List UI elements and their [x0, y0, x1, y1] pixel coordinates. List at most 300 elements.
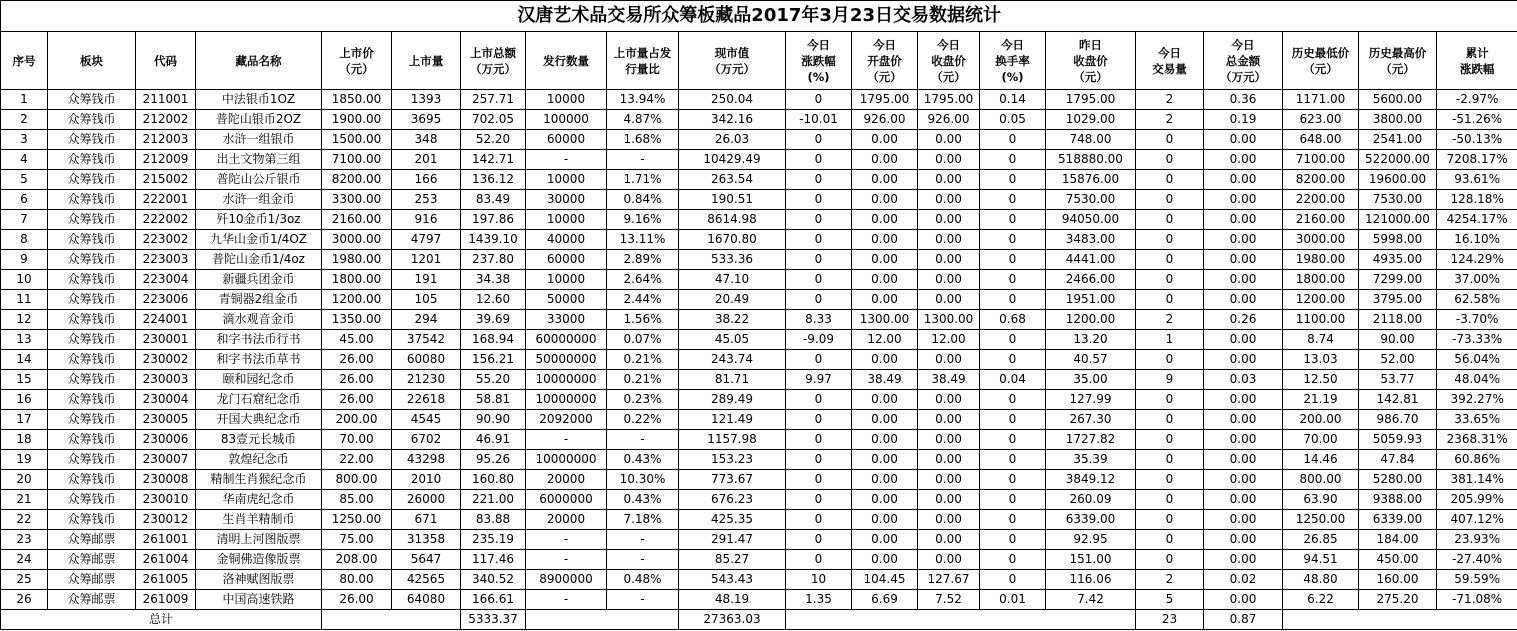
table-cell: 3000.00 — [322, 230, 392, 250]
table-cell: 34.38 — [461, 270, 526, 290]
table-cell: -3.70% — [1437, 310, 1517, 330]
table-cell: 0 — [786, 550, 852, 570]
table-cell: 10000 — [526, 170, 607, 190]
table-cell: 众筹钱币 — [48, 170, 136, 190]
table-cell: 70.00 — [1283, 430, 1359, 450]
table-cell: 2 — [1136, 570, 1204, 590]
column-header-line: 历史最低价 — [1291, 45, 1350, 60]
table-cell: 60000 — [526, 250, 607, 270]
table-cell: 13.03 — [1283, 350, 1359, 370]
table-cell: 211001 — [136, 90, 196, 110]
table-cell: 37.00% — [1437, 270, 1517, 290]
table-cell: - — [526, 590, 607, 610]
table-cell: 7208.17% — [1437, 150, 1517, 170]
table-cell: 8.74 — [1283, 330, 1359, 350]
table-cell: 众筹钱币 — [48, 410, 136, 430]
table-cell: 0.00 — [918, 350, 980, 370]
table-cell: 0.68 — [980, 310, 1046, 330]
table-cell: 12 — [1, 310, 48, 330]
table-cell: 0.00 — [852, 150, 918, 170]
table-cell: 0.00 — [918, 270, 980, 290]
table-cell: 623.00 — [1283, 110, 1359, 130]
column-header-line: 今日 — [807, 37, 830, 52]
table-cell: 水浒一组银币 — [196, 130, 322, 150]
table-cell: 0.00 — [1204, 530, 1283, 550]
table-cell: 1951.00 — [1046, 290, 1136, 310]
column-header-line: 藏品名称 — [235, 53, 282, 68]
table-cell: - — [607, 590, 679, 610]
table-cell: 0.00 — [918, 470, 980, 490]
column-header — [136, 32, 196, 90]
table-row — [1, 190, 1517, 210]
table-row — [1, 450, 1517, 470]
table-cell: 1250.00 — [322, 510, 392, 530]
table-cell: 392.27% — [1437, 390, 1517, 410]
table-cell: 35.00 — [1046, 370, 1136, 390]
table-cell: 0 — [786, 530, 852, 550]
table-cell: 11 — [1, 290, 48, 310]
table-cell: 1800.00 — [322, 270, 392, 290]
column-header-line: （元） — [931, 69, 966, 84]
table-cell: 22 — [1, 510, 48, 530]
table-cell: 0.01 — [980, 590, 1046, 610]
table-cell: 1.35 — [786, 590, 852, 610]
table-cell: 381.14% — [1437, 470, 1517, 490]
table-cell: 224001 — [136, 310, 196, 330]
table-cell: 261001 — [136, 530, 196, 550]
table-cell: 59.59% — [1437, 570, 1517, 590]
table-row — [1, 270, 1517, 290]
table-cell: 0 — [980, 450, 1046, 470]
table-cell: 166.61 — [461, 590, 526, 610]
table-cell: 0 — [1136, 510, 1204, 530]
table-cell: 5059.93 — [1359, 430, 1437, 450]
table-cell: 18 — [1, 430, 48, 450]
page-title: 汉唐艺术品交易所众筹板藏品2017年3月23日交易数据统计 — [1, 1, 1517, 32]
table-cell: 10000 — [526, 210, 607, 230]
table-cell: 0.00 — [1204, 510, 1283, 530]
column-header — [322, 32, 392, 90]
table-cell: 260.09 — [1046, 490, 1136, 510]
table-cell: 0.36 — [1204, 90, 1283, 110]
column-header-line: （万元） — [709, 61, 755, 76]
table-cell: 2 — [1136, 310, 1204, 330]
table-cell: 生肖羊精制币 — [196, 510, 322, 530]
table-cell: 26.00 — [322, 370, 392, 390]
table-cell: 0.21% — [607, 370, 679, 390]
table-cell: 121.49 — [679, 410, 786, 430]
table-cell: 250.04 — [679, 90, 786, 110]
table-cell: 2.64% — [607, 270, 679, 290]
table-cell: 0.00 — [918, 290, 980, 310]
table-cell: 201 — [392, 150, 461, 170]
column-header-line: 涨跌幅 — [801, 53, 836, 68]
table-cell: 众筹钱币 — [48, 470, 136, 490]
table-cell: 0 — [1136, 290, 1204, 310]
table-row — [1, 250, 1517, 270]
table-cell: 1850.00 — [322, 90, 392, 110]
table-cell: 1980.00 — [322, 250, 392, 270]
table-cell: 294 — [392, 310, 461, 330]
table-cell: 水浒一组金币 — [196, 190, 322, 210]
table-cell: 中国高速铁路 — [196, 590, 322, 610]
table-cell: 0 — [786, 490, 852, 510]
table-cell: 众筹钱币 — [48, 110, 136, 130]
table-cell: - — [526, 150, 607, 170]
table-cell: 0.00 — [852, 210, 918, 230]
table-cell: 0.00 — [1204, 470, 1283, 490]
table-cell: 237.80 — [461, 250, 526, 270]
table-cell: 0 — [980, 190, 1046, 210]
table-cell: 5647 — [392, 550, 461, 570]
table-cell: 26.85 — [1283, 530, 1359, 550]
table-cell: 37542 — [392, 330, 461, 350]
column-header — [918, 32, 980, 90]
table-cell: 0.00 — [852, 390, 918, 410]
table-cell: 1029.00 — [1046, 110, 1136, 130]
table-cell: 颐和园纪念币 — [196, 370, 322, 390]
table-cell: 100000 — [526, 110, 607, 130]
total-volume: 23 — [1136, 610, 1204, 630]
column-header — [526, 32, 607, 90]
total-listing-amount: 5333.37 — [461, 610, 526, 630]
column-header-line: 今日 — [937, 37, 960, 52]
table-cell: 众筹钱币 — [48, 450, 136, 470]
table-cell: 0 — [980, 250, 1046, 270]
table-cell: 0.00 — [918, 150, 980, 170]
table-cell: 众筹钱币 — [48, 390, 136, 410]
table-cell: 0.26 — [1204, 310, 1283, 330]
table-cell: 精制生肖猴纪念币 — [196, 470, 322, 490]
table-cell: 0.00 — [918, 250, 980, 270]
column-header-line: 序号 — [12, 53, 36, 68]
table-cell: 21 — [1, 490, 48, 510]
table-cell: 众筹钱币 — [48, 370, 136, 390]
table-cell: 0 — [786, 150, 852, 170]
table-cell: 15876.00 — [1046, 170, 1136, 190]
table-row — [1, 90, 1517, 110]
table-cell: 773.67 — [679, 470, 786, 490]
table-cell: 0.00 — [852, 410, 918, 430]
table-cell: 291.47 — [679, 530, 786, 550]
table-cell: 华南虎纪念币 — [196, 490, 322, 510]
column-header-line: 发行数量 — [543, 53, 589, 68]
table-cell: 0.05 — [980, 110, 1046, 130]
table-cell: 0.00 — [1204, 230, 1283, 250]
table-cell: 230001 — [136, 330, 196, 350]
table-cell: 1300.00 — [852, 310, 918, 330]
table-cell: 0 — [1136, 270, 1204, 290]
table-cell: 191 — [392, 270, 461, 290]
table-cell: 0.00 — [1204, 130, 1283, 150]
table-cell: 14 — [1, 350, 48, 370]
table-cell: 众筹钱币 — [48, 130, 136, 150]
table-cell: 0.00 — [1204, 190, 1283, 210]
table-cell: 30000 — [526, 190, 607, 210]
column-header — [1437, 32, 1517, 90]
table-cell: 46.91 — [461, 430, 526, 450]
table-cell: 3849.12 — [1046, 470, 1136, 490]
table-cell: 50000000 — [526, 350, 607, 370]
table-cell: 0 — [980, 130, 1046, 150]
table-cell: 0 — [1136, 550, 1204, 570]
column-header-line: 代码 — [154, 53, 177, 68]
table-cell: 21230 — [392, 370, 461, 390]
table-cell: 8200.00 — [1283, 170, 1359, 190]
column-header-line: （元） — [1380, 61, 1415, 76]
table-cell: 0 — [786, 130, 852, 150]
table-cell: 230002 — [136, 350, 196, 370]
table-row — [1, 570, 1517, 590]
table-cell: 104.45 — [852, 570, 918, 590]
table-cell: 13.11% — [607, 230, 679, 250]
table-cell: 4441.00 — [1046, 250, 1136, 270]
table-cell: 0.00 — [1204, 150, 1283, 170]
table-cell: 748.00 — [1046, 130, 1136, 150]
table-cell: 60000 — [526, 130, 607, 150]
column-header — [1046, 32, 1136, 90]
table-cell: 7100.00 — [1283, 150, 1359, 170]
table-cell: 92.95 — [1046, 530, 1136, 550]
table-cell: 0.00 — [918, 510, 980, 530]
table-cell: 1795.00 — [1046, 90, 1136, 110]
table-cell: 5998.00 — [1359, 230, 1437, 250]
table-cell: 70.00 — [322, 430, 392, 450]
table-cell: 0.04 — [980, 370, 1046, 390]
table-cell: 1800.00 — [1283, 270, 1359, 290]
table-cell: 0.00 — [918, 230, 980, 250]
table-cell: 4254.17% — [1437, 210, 1517, 230]
table-cell: 0.00 — [1204, 350, 1283, 370]
table-cell: 0 — [786, 230, 852, 250]
table-cell: 800.00 — [322, 470, 392, 490]
table-cell: 9388.00 — [1359, 490, 1437, 510]
table-cell: 0.00 — [918, 410, 980, 430]
table-cell: 48.19 — [679, 590, 786, 610]
table-cell: 230006 — [136, 430, 196, 450]
table-cell: 0.00 — [918, 170, 980, 190]
table-cell: 众筹钱币 — [48, 90, 136, 110]
table-cell: 136.12 — [461, 170, 526, 190]
table-cell: 450.00 — [1359, 550, 1437, 570]
table-cell: 223002 — [136, 230, 196, 250]
table-cell: 众筹钱币 — [48, 510, 136, 530]
table-cell: 1.68% — [607, 130, 679, 150]
header-row — [1, 32, 1517, 90]
table-cell: - — [607, 550, 679, 570]
table-cell: 中法银币1OZ — [196, 90, 322, 110]
table-cell: 0 — [980, 350, 1046, 370]
table-cell: 0 — [980, 390, 1046, 410]
column-header-line: 今日 — [1231, 37, 1255, 52]
table-cell: 0 — [980, 270, 1046, 290]
table-cell: 0.43% — [607, 450, 679, 470]
table-cell: 歼10金币1/3oz — [196, 210, 322, 230]
table-cell: 0 — [1136, 250, 1204, 270]
table-cell: 0 — [1136, 130, 1204, 150]
column-header-line: (%) — [807, 69, 830, 84]
table-cell: 342.16 — [679, 110, 786, 130]
table-cell: 2160.00 — [322, 210, 392, 230]
table-cell: 19 — [1, 450, 48, 470]
table-cell: 90.90 — [461, 410, 526, 430]
table-cell: 26.03 — [679, 130, 786, 150]
table-cell: - — [526, 530, 607, 550]
table-cell: 26.00 — [322, 590, 392, 610]
table-cell: 4.87% — [607, 110, 679, 130]
table-cell: 222001 — [136, 190, 196, 210]
total-label: 总计 — [1, 610, 322, 630]
table-cell: 0 — [1136, 390, 1204, 410]
table-cell: 23.93% — [1437, 530, 1517, 550]
table-cell: 1 — [1136, 330, 1204, 350]
table-cell: 20000 — [526, 510, 607, 530]
column-header — [980, 32, 1046, 90]
table-cell: 153.23 — [679, 450, 786, 470]
table-cell: 12.00 — [918, 330, 980, 350]
table-cell: 1100.00 — [1283, 310, 1359, 330]
column-header-line: 历史最高价 — [1368, 45, 1427, 60]
table-cell: 0 — [980, 550, 1046, 570]
table-cell: 85.27 — [679, 550, 786, 570]
column-header — [607, 32, 679, 90]
table-cell: 0.00 — [852, 490, 918, 510]
table-cell: 洛神赋图版票 — [196, 570, 322, 590]
table-cell: - — [607, 150, 679, 170]
table-cell: 200.00 — [322, 410, 392, 430]
table-cell: 0.00 — [1204, 490, 1283, 510]
table-cell: 0 — [1136, 430, 1204, 450]
table-cell: 702.05 — [461, 110, 526, 130]
table-cell: - — [526, 550, 607, 570]
table-row — [1, 390, 1517, 410]
table-cell: 2.44% — [607, 290, 679, 310]
table-cell: 33000 — [526, 310, 607, 330]
column-header — [1136, 32, 1204, 90]
table-cell: 83壹元长城币 — [196, 430, 322, 450]
table-cell: -51.26% — [1437, 110, 1517, 130]
table-cell: 10 — [1, 270, 48, 290]
table-cell: -9.09 — [786, 330, 852, 350]
table-cell: 1.71% — [607, 170, 679, 190]
table-cell: 39.69 — [461, 310, 526, 330]
table-cell: 31358 — [392, 530, 461, 550]
table-cell — [322, 610, 461, 630]
table-cell: 2.89% — [607, 250, 679, 270]
table-cell: 222002 — [136, 210, 196, 230]
table-cell: 6339.00 — [1359, 510, 1437, 530]
table-cell: 60.86% — [1437, 450, 1517, 470]
table-cell: 3483.00 — [1046, 230, 1136, 250]
table-cell: 0 — [786, 450, 852, 470]
table-cell: 38.49 — [918, 370, 980, 390]
table-cell: 众筹钱币 — [48, 250, 136, 270]
table-cell: 190.51 — [679, 190, 786, 210]
column-header-line: （元） — [339, 61, 374, 76]
table-cell: 1795.00 — [852, 90, 918, 110]
column-header — [1, 32, 48, 90]
table-cell: 52.00 — [1359, 350, 1437, 370]
table-cell: 0.21% — [607, 350, 679, 370]
table-cell: 10000000 — [526, 390, 607, 410]
table-cell: 230008 — [136, 470, 196, 490]
table-cell: 261009 — [136, 590, 196, 610]
table-cell: 2092000 — [526, 410, 607, 430]
table-cell: 0.00 — [918, 450, 980, 470]
table-cell: 75.00 — [322, 530, 392, 550]
table-cell: 21.19 — [1283, 390, 1359, 410]
table-cell: 2200.00 — [1283, 190, 1359, 210]
table-cell: 9.97 — [786, 370, 852, 390]
table-cell: 0 — [786, 270, 852, 290]
table-cell: 0.00 — [852, 470, 918, 490]
table-cell: -50.13% — [1437, 130, 1517, 150]
table-row — [1, 370, 1517, 390]
column-header — [786, 32, 852, 90]
table-cell: 0.00 — [852, 250, 918, 270]
table-cell: 0.23% — [607, 390, 679, 410]
column-header-line: （万元） — [1220, 69, 1266, 84]
table-cell: 676.23 — [679, 490, 786, 510]
table-cell: 10429.49 — [679, 150, 786, 170]
table-cell: 47.84 — [1359, 450, 1437, 470]
column-header — [461, 32, 526, 90]
table-cell: 243.74 — [679, 350, 786, 370]
column-header — [852, 32, 918, 90]
table-cell: 0 — [786, 250, 852, 270]
table-cell: 普陀山银币2OZ — [196, 110, 322, 130]
table-cell: 青铜器2组金币 — [196, 290, 322, 310]
table-cell: 156.21 — [461, 350, 526, 370]
table-row — [1, 330, 1517, 350]
table-cell: 200.00 — [1283, 410, 1359, 430]
table-cell: 35.39 — [1046, 450, 1136, 470]
table-cell: 40.57 — [1046, 350, 1136, 370]
table-cell: 7299.00 — [1359, 270, 1437, 290]
table-cell: 0.00 — [852, 550, 918, 570]
table-cell: 0.00 — [852, 450, 918, 470]
table-cell: 543.43 — [679, 570, 786, 590]
table-cell: 12.50 — [1283, 370, 1359, 390]
table-cell: 0.03 — [1204, 370, 1283, 390]
table-cell: 普陀山金币1/4oz — [196, 250, 322, 270]
table-cell: -27.40% — [1437, 550, 1517, 570]
table-cell: 众筹钱币 — [48, 330, 136, 350]
table-cell: 83.88 — [461, 510, 526, 530]
column-header-line: 今日 — [1158, 45, 1181, 60]
column-header-line: 今日 — [1001, 37, 1024, 52]
column-header — [1359, 32, 1437, 90]
table-cell: 0.84% — [607, 190, 679, 210]
table-cell: 0 — [1136, 450, 1204, 470]
table-cell: 63.90 — [1283, 490, 1359, 510]
table-cell: 0 — [786, 350, 852, 370]
table-cell: 敦煌纪念币 — [196, 450, 322, 470]
table-cell: 众筹钱币 — [48, 190, 136, 210]
table-cell: 8614.98 — [679, 210, 786, 230]
table-cell: 0.00 — [918, 530, 980, 550]
table-cell: 出土文物第三组 — [196, 150, 322, 170]
table-cell: 0 — [786, 90, 852, 110]
table-cell: 83.49 — [461, 190, 526, 210]
table-cell: 众筹邮票 — [48, 530, 136, 550]
table-cell: 4 — [1, 150, 48, 170]
table-cell: 261004 — [136, 550, 196, 570]
column-header — [679, 32, 786, 90]
table-cell: 10000 — [526, 270, 607, 290]
table-row — [1, 210, 1517, 230]
column-header-line: （元） — [1073, 69, 1108, 84]
